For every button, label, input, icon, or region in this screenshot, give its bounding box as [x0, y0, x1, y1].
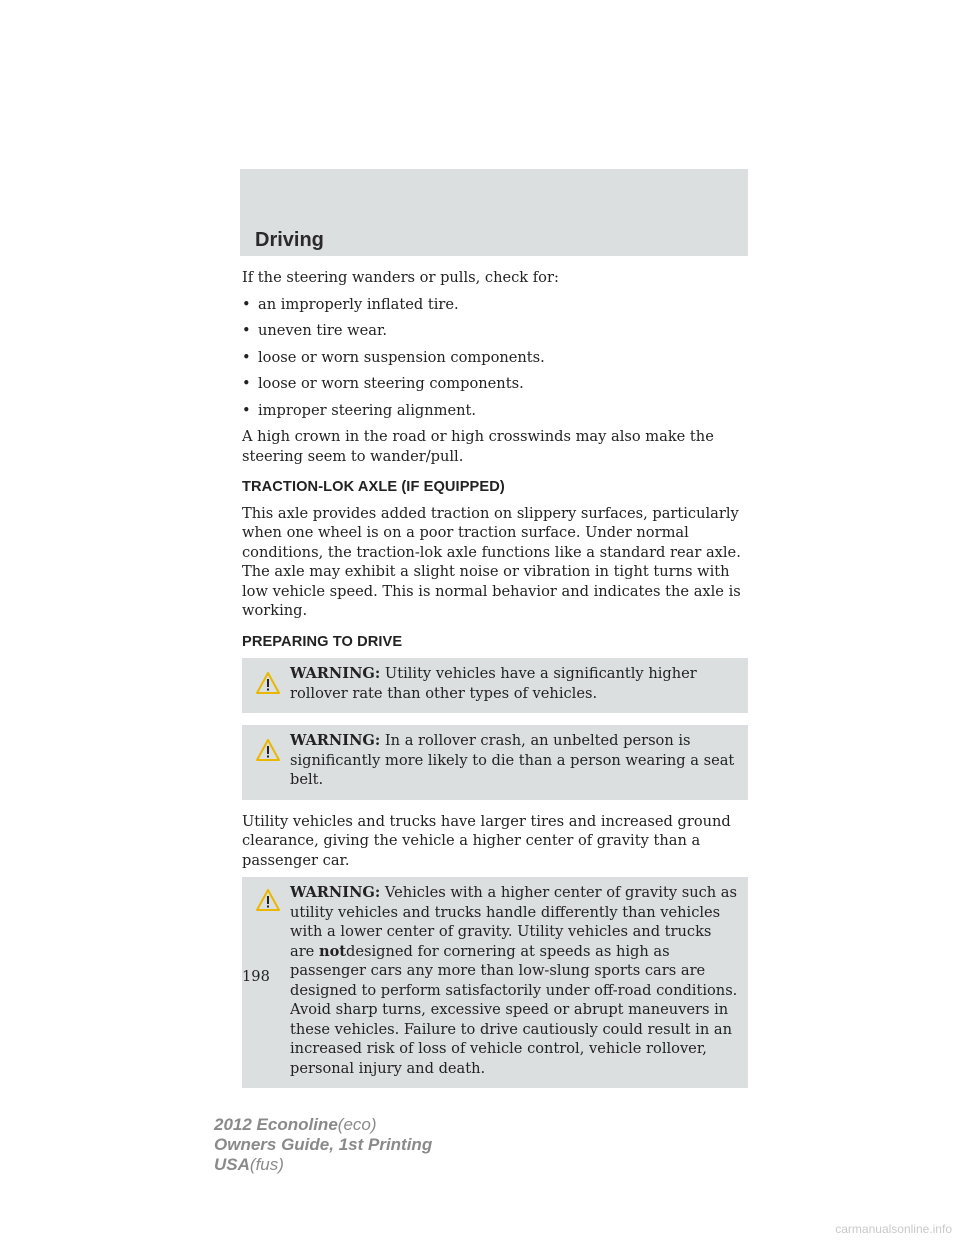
page-number: 198 — [242, 968, 270, 985]
list-item: • uneven tire wear. — [242, 321, 748, 341]
warning-box — [242, 725, 748, 800]
warning-triangle-icon — [256, 889, 280, 911]
warning-text: In a rollover crash, an unbelted person is significantly more likely to die than a person wearing a seat belt. — [290, 732, 735, 788]
footer-market-code: (fus) — [249, 1155, 284, 1174]
warning-box — [242, 877, 748, 1088]
watermark: carmanualsonline.info — [835, 1222, 952, 1236]
warning-triangle-icon — [256, 672, 280, 694]
section-title: Driving — [255, 229, 324, 251]
warning-text-part2: designed for cornering at speeds as high as passenger cars any more than low-slung sports cars are designed to perform satisfactorily under off-road conditions. Avoid sharp turns, excessive speed or abrupt maneuvers in these vehicles. Failure to drive cautiously could result in an increased risk of loss of vehicle control, vehicle rollover, personal injury and death. — [290, 942, 738, 1077]
footer-model-code: (eco) — [337, 1115, 377, 1134]
warning-text-emphasis: not — [318, 942, 347, 960]
steering-intro: If the steering wanders or pulls, check for: — [242, 269, 559, 286]
crown-note: A high crown in the road or high crosswinds may also make the steering seem to wander/pull. — [242, 428, 714, 465]
page-content — [242, 268, 748, 1100]
document-footer — [214, 1115, 432, 1175]
warning-triangle-icon — [256, 739, 280, 761]
preparing-heading: PREPARING TO DRIVE — [242, 633, 403, 650]
warning-label: WARNING: — [290, 665, 381, 682]
list-item: • loose or worn steering components. — [242, 374, 748, 394]
traction-heading: TRACTION-LOK AXLE (IF EQUIPPED) — [242, 479, 505, 495]
warning-text: Utility vehicles have a significantly higher rollover rate than other types of vehicles. — [290, 665, 697, 702]
warning-label: WARNING: — [290, 732, 381, 749]
warning-box — [242, 658, 748, 713]
list-item: • an improperly inflated tire. — [242, 295, 748, 315]
list-item: • loose or worn suspension components. — [242, 348, 748, 368]
footer-market: USA — [214, 1155, 250, 1174]
traction-body: This axle provides added traction on slippery surfaces, particularly when one wheel is on a poor traction surface. Under normal conditions, the traction-lok axle functions like a standard rear axle. The axle may exhibit a slight noise or vibration in tight turns with low vehicle speed. This is normal behavior and indicates the axle is working. — [242, 504, 741, 619]
list-item: • improper steering alignment. — [242, 401, 748, 421]
warning-text-part1: Vehicles with a higher center of gravity such as utility vehicles and trucks handle differently than vehicles with a lower center of gravity. Utility vehicles and trucks are — [290, 884, 737, 960]
section-header-band — [240, 169, 748, 256]
footer-edition: Owners Guide, 1st Printing — [214, 1135, 433, 1154]
footer-model: 2012 Econoline — [214, 1115, 338, 1134]
steering-check-list — [242, 295, 748, 421]
warning-label: WARNING: — [290, 884, 381, 901]
utility-vehicle-note: Utility vehicles and trucks have larger tires and increased ground clearance, giving the vehicle a higher center of gravity than a passenger car. — [242, 812, 731, 869]
warning-text-block — [246, 883, 740, 1078]
